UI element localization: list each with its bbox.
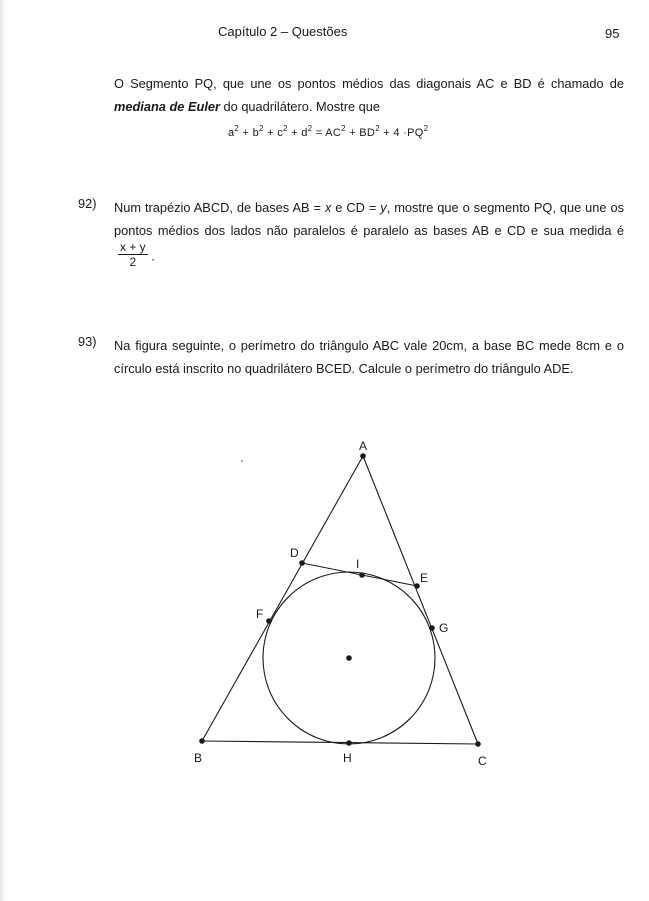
question-92-number: 92) bbox=[78, 196, 97, 211]
eq-exp: 2 bbox=[283, 124, 288, 133]
eq-exp: 2 bbox=[423, 124, 429, 133]
eq-exp: 2 bbox=[259, 124, 264, 133]
page-number: 95 bbox=[605, 26, 620, 41]
eq-term-a: a bbox=[228, 127, 235, 139]
question-93-number: 93) bbox=[78, 334, 97, 349]
label-i: I bbox=[356, 557, 360, 571]
point-f bbox=[266, 618, 272, 624]
eq-exp: 2 bbox=[234, 124, 240, 133]
intro-text-1: O Segmento PQ, que une os pontos médios das diagonais AC e BD é chamado de bbox=[114, 76, 624, 91]
label-h: H bbox=[343, 751, 352, 765]
label-b: B bbox=[194, 751, 203, 765]
point-i bbox=[359, 572, 365, 578]
circle-center bbox=[346, 655, 352, 661]
point-e bbox=[414, 583, 420, 589]
point-b bbox=[199, 738, 205, 744]
point-g bbox=[429, 625, 435, 631]
q92-text-1: Num trapézio ABCD, de bases AB = bbox=[114, 200, 325, 215]
label-c: C bbox=[478, 754, 487, 768]
q92-text-4: . bbox=[147, 248, 155, 264]
eq-term-pq: + 4 ·PQ bbox=[379, 127, 424, 139]
label-d: D bbox=[290, 546, 299, 560]
fraction-numerator: x + y bbox=[120, 240, 146, 254]
segment-ac bbox=[363, 456, 478, 744]
label-g: G bbox=[439, 621, 449, 635]
eq-term-c: + c bbox=[263, 127, 284, 139]
eq-exp: 2 bbox=[307, 124, 313, 133]
q92-var-y: y bbox=[380, 200, 387, 215]
q92-text-3: , mostre que o segmento PQ, que une os pontos médios dos lados não paralelos é paralelo as bases AB e CD e sua medida é bbox=[114, 200, 625, 238]
eq-term-b: + b bbox=[239, 127, 260, 139]
label-a: A bbox=[359, 439, 368, 453]
point-d bbox=[299, 560, 305, 566]
intro-text-2: do quadrilátero. Mostre que bbox=[219, 99, 381, 114]
eq-term-ac: = AC bbox=[312, 127, 342, 139]
q92-text-2: e CD = bbox=[331, 200, 381, 215]
point-h bbox=[346, 740, 352, 746]
eq-term-bd: + BD bbox=[345, 127, 376, 139]
chapter-header: Capítulo 2 – Questões bbox=[218, 24, 348, 39]
label-f: F bbox=[256, 607, 264, 621]
intro-emphasis: mediana de Euler bbox=[114, 99, 220, 114]
segment-ab bbox=[202, 456, 363, 741]
eq-term-d: + d bbox=[287, 127, 308, 139]
point-a bbox=[360, 453, 366, 459]
fraction-denominator: 2 bbox=[129, 255, 137, 269]
point-c bbox=[475, 741, 481, 747]
q92-var-x: x bbox=[324, 200, 332, 215]
label-e: E bbox=[420, 571, 429, 585]
eq-exp: 2 bbox=[341, 124, 346, 133]
eq-exp: 2 bbox=[375, 124, 380, 133]
q93-text: Na figura seguinte, o perímetro do triângulo ABC vale 20cm, a base BC mede 8cm e o círculo está inscrito no quadrilátero BCED. Calcule o perímetro do triângulo ADE. bbox=[114, 338, 624, 376]
